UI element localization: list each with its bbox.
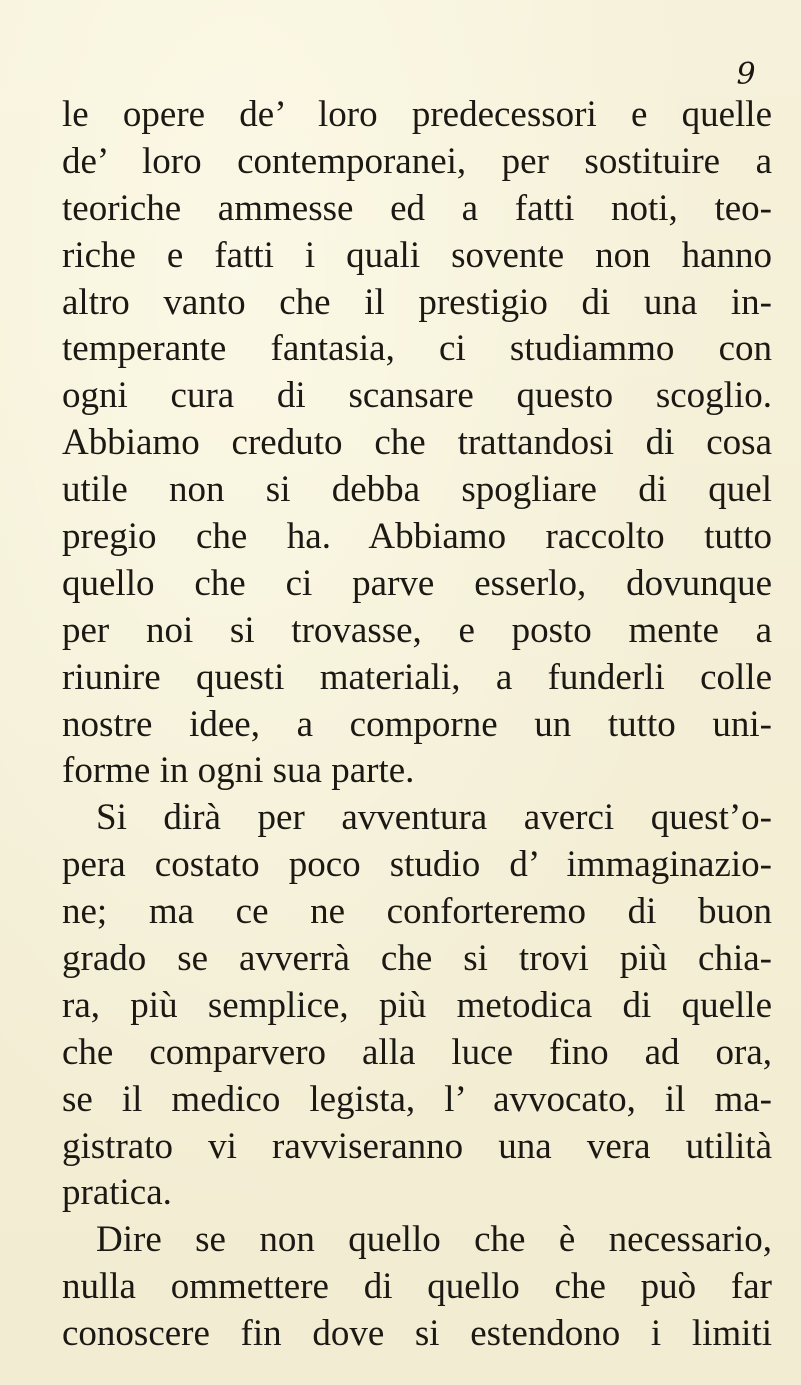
text-line: le opere de’ loro predecessori e quelle (62, 94, 772, 135)
text-line: quello che ci parve esserlo, dovunque (62, 562, 772, 604)
text-line: altro vanto che il prestigio di una in- (62, 281, 772, 323)
text-line: ne; ma ce ne conforteremo di buon (62, 891, 772, 933)
text-line: per noi si trovasse, e posto mente a (62, 609, 772, 651)
text-line: ogni cura di scansare questo scoglio. (62, 375, 772, 417)
body-text (62, 92, 772, 1358)
text-line: Abbiamo creduto che trattandosi di cosa (62, 422, 772, 464)
text-line: temperante fantasia, ci studiammo con (62, 328, 772, 370)
text-line: grado se avverrà che si trovi più chia- (62, 938, 772, 980)
text-line: riunire questi materiali, a funderli colle (62, 656, 772, 698)
text-line: forme in ogni sua parte. (62, 750, 415, 792)
text-line: de’ loro contemporanei, per sostituire a (62, 140, 772, 182)
page-number: 9 (736, 57, 756, 92)
text-line: utile non si debba spogliare di quel (62, 469, 772, 511)
text-line: nulla ommettere di quello che può far (62, 1266, 772, 1308)
text-line: conoscere fin dove si estendono i limiti (62, 1313, 772, 1355)
text-line: gistrato vi ravviseranno una vera utilità (62, 1125, 772, 1167)
text-line: pregio che ha. Abbiamo raccolto tutto (62, 516, 772, 558)
text-line: teoriche ammesse ed a fatti noti, teo- (62, 187, 772, 229)
text-line: Si dirà per avventura averci quest’o- (96, 797, 772, 839)
text-line: ra, più semplice, più metodica di quelle (62, 984, 772, 1026)
text-line: riche e fatti i quali sovente non hanno (62, 234, 772, 276)
text-line: pratica. (62, 1172, 172, 1214)
text-line: Dire se non quello che è necessario, (96, 1219, 772, 1261)
text-line: che comparvero alla luce fino ad ora, (62, 1031, 772, 1073)
text-line: pera costato poco studio d’ immaginazio- (62, 844, 772, 886)
text-line: se il medico legista, l’ avvocato, il ma- (62, 1078, 772, 1120)
text-line: nostre idee, a comporne un tutto uni- (62, 703, 772, 745)
